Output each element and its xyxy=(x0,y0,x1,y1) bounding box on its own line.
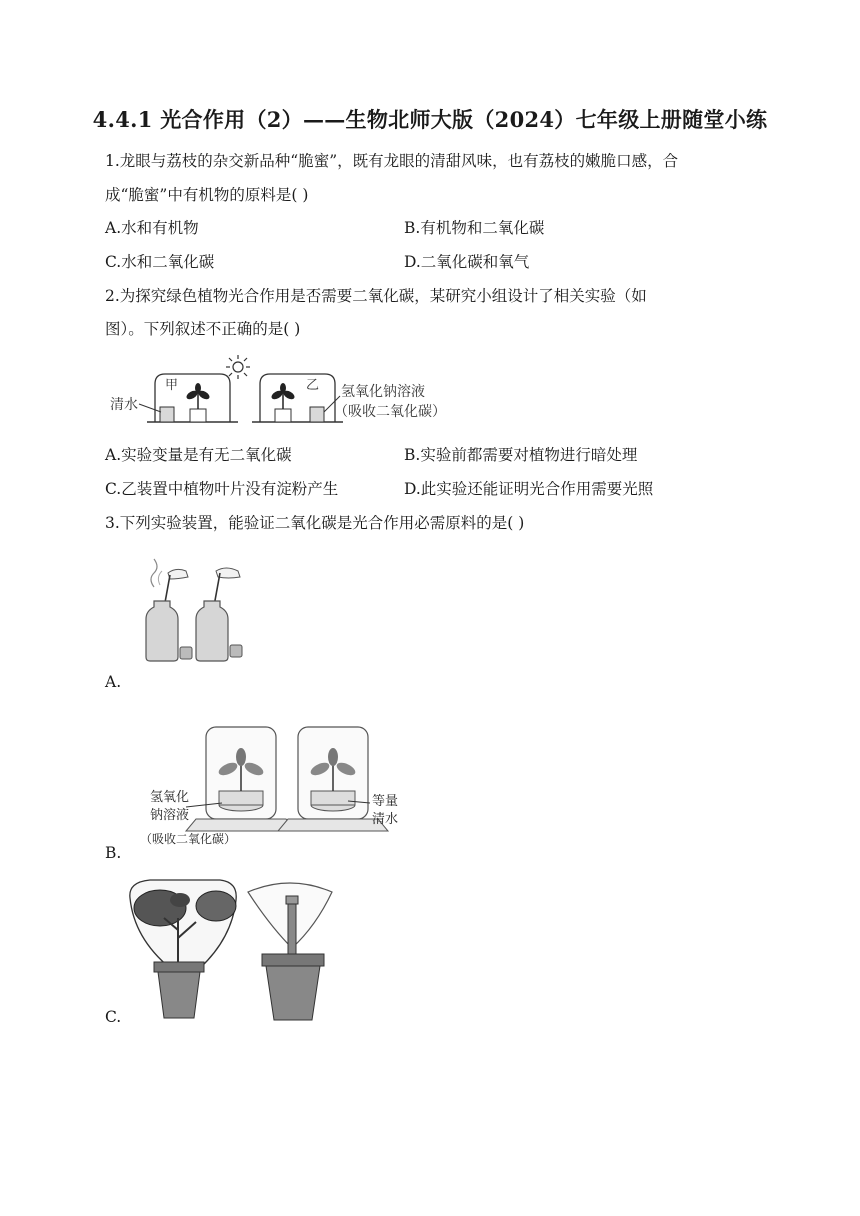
q3-option-c: C. xyxy=(105,1008,122,1026)
q3b-label-equal-1: 等量 xyxy=(372,794,399,809)
q2-experiment-figure xyxy=(105,352,470,430)
q3b-label-naoh-2: 钠溶液 xyxy=(150,808,190,823)
q1-option-d: D.二氧化碳和氧气 xyxy=(404,253,530,271)
q1-option-a: A.水和有机物 xyxy=(105,219,199,237)
q1-option-b: B.有机物和二氧化碳 xyxy=(404,219,545,237)
q3-option-a: A. xyxy=(105,673,122,691)
q2-option-b: B.实验前都需要对植物进行暗处理 xyxy=(404,446,638,464)
q1-stem-line2: 成“脆蜜”中有机物的原料是( ) xyxy=(105,186,309,204)
q2-stem-line1: 2.为探究绿色植物光合作用是否需要二氧化碳，某研究小组设计了相关实验（如 xyxy=(105,287,647,305)
q2-label-yi: 乙 xyxy=(306,378,320,393)
q2-label-absorb: （吸收二氧化碳） xyxy=(334,404,446,420)
q2-label-water: 清水 xyxy=(110,397,138,413)
q1-stem-line1: 1.龙眼与荔枝的杂交新品种“脆蜜”，既有龙眼的清甜风味，也有荔枝的嫩脆口感，合 xyxy=(105,152,679,170)
q3-figure-a xyxy=(140,557,250,665)
q2-label-naoh: 氢氧化钠溶液 xyxy=(341,384,425,400)
q3-option-b: B. xyxy=(105,844,122,862)
q3b-label-naoh-1: 氢氧化 xyxy=(150,790,190,805)
q3-figure-c xyxy=(120,878,340,1026)
sun-icon xyxy=(226,355,250,379)
q1-option-c: C.水和二氧化碳 xyxy=(105,253,215,271)
q3b-label-absorb: （吸收二氧化碳） xyxy=(140,832,237,846)
q2-stem-line2: 图）。下列叙述不正确的是( ) xyxy=(105,320,301,338)
q2-label-jia: 甲 xyxy=(165,378,179,393)
q3-figure-b xyxy=(140,723,405,848)
page-title: 4.4.1 光合作用（2）——生物北师大版（2024）七年级上册随堂小练 xyxy=(92,107,768,132)
q2-option-d: D.此实验还能证明光合作用需要光照 xyxy=(404,480,654,498)
q2-option-a: A.实验变量是有无二氧化碳 xyxy=(105,446,292,464)
q3b-label-equal-2: 清水 xyxy=(372,812,399,827)
q3-stem: 3.下列实验装置，能验证二氧化碳是光合作用必需原料的是( ) xyxy=(105,514,525,532)
q2-option-c: C.乙装置中植物叶片没有淀粉产生 xyxy=(105,480,339,498)
